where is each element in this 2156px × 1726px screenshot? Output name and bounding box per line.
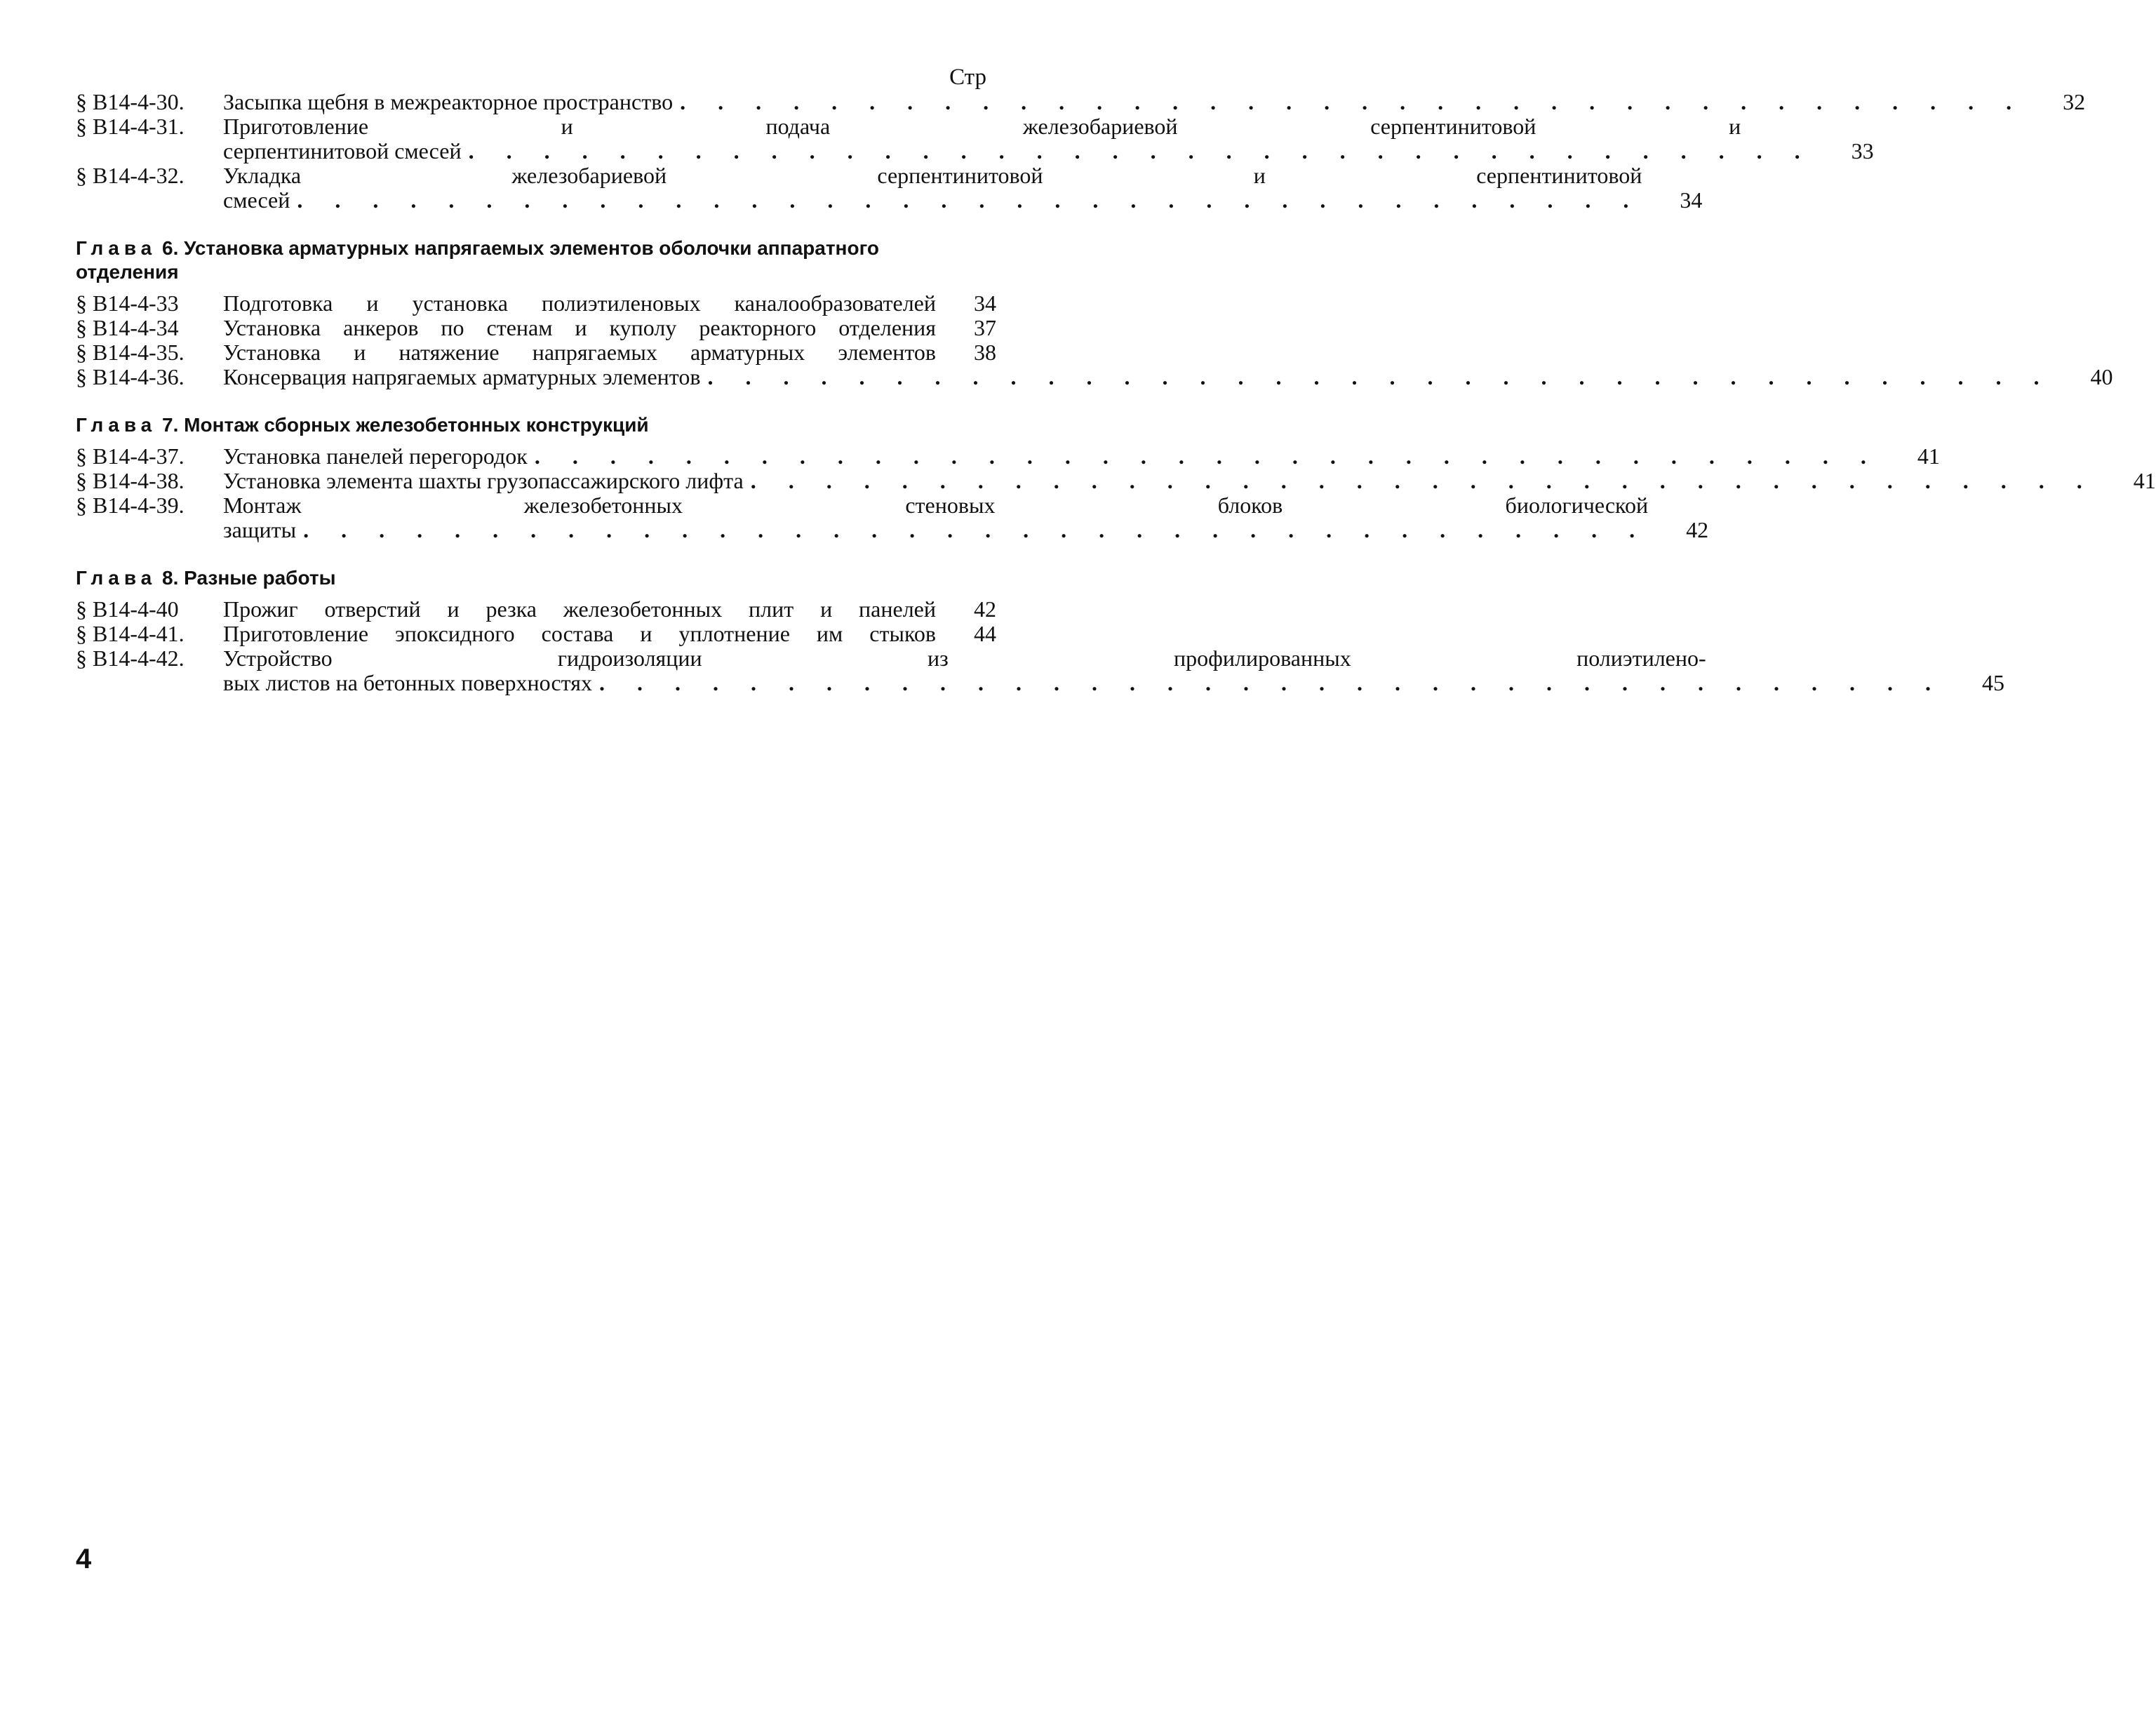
table-of-contents — [76, 65, 2156, 695]
entry-title-line — [223, 340, 996, 365]
toc-entry[interactable] — [76, 622, 996, 646]
toc-entry[interactable] — [76, 316, 996, 340]
section-number: § В14-4-40 — [76, 596, 179, 622]
section-number: § В14-4-32. — [76, 163, 185, 188]
entry-title-block — [223, 364, 2113, 389]
chapter-label: Глава — [76, 237, 157, 259]
toc-entry[interactable] — [76, 114, 1874, 163]
page-ref: 42 — [974, 596, 996, 622]
entry-title-text: серпентинитовой смесей — [223, 138, 462, 163]
entry-title-text: Консервация напрягаемых арматурных элементов — [223, 364, 701, 389]
page-ref: 45 — [1981, 670, 2004, 695]
entry-title-text: Устройство гидроизоляции из профилированных полиэтилено- — [223, 645, 1706, 671]
entry-title-text: защиты — [223, 517, 297, 542]
page-ref: 42 — [1686, 517, 1709, 542]
toc-entry[interactable] — [76, 468, 2156, 493]
entry-title-text: Засыпка щебня в межреакторное пространство — [223, 89, 674, 114]
toc-entry[interactable] — [76, 493, 1709, 542]
dot-leader: . . . . . . . . . . . . . . . . . . . . . . . . . . . . . . . . . . . . — [468, 138, 1814, 163]
page-ref: 33 — [1851, 138, 1874, 163]
entry-title-line — [223, 622, 996, 646]
section-number: § В14-4-42. — [76, 645, 185, 671]
section-number: § В14-4-39. — [76, 493, 185, 518]
entry-title-text: смесей — [223, 187, 290, 213]
chapter-heading — [76, 413, 996, 437]
chapter-title: 8. Разные работы — [162, 567, 336, 589]
entry-title-block — [223, 645, 2004, 695]
page-ref: 41 — [1917, 443, 1940, 469]
toc-entry[interactable] — [76, 597, 996, 622]
toc-entry[interactable] — [76, 443, 1940, 469]
toc-entry[interactable] — [76, 364, 2113, 389]
entry-title-block — [223, 443, 1940, 469]
entry-title-text: Приготовление и подача железобариевой серпентинитовой и — [223, 114, 1741, 139]
toc-entry[interactable] — [76, 645, 2004, 695]
entry-title-block — [223, 316, 996, 340]
section-number: § В14-4-36. — [76, 364, 185, 389]
entry-title-text: вых листов на бетонных поверхностях — [223, 670, 592, 695]
entry-title-line — [223, 443, 1940, 469]
dot-leader: . . . . . . . . . . . . . . . . . . . . . . . . . . . . . . . . . . . . — [750, 468, 2096, 493]
entry-title-line — [223, 493, 1708, 518]
entry-title-block — [223, 89, 2086, 114]
entry-title-line — [223, 597, 996, 622]
chapter-heading — [76, 236, 996, 284]
entry-title-line — [223, 138, 1874, 163]
dot-leader: . . . . . . . . . . . . . . . . . . . . . . . . . . . . . . . . . . . . — [303, 517, 1649, 542]
section-number: § В14-4-35. — [76, 340, 185, 365]
dot-leader: . . . . . . . . . . . . . . . . . . . . . . . . . . . . . . . . . . . . — [534, 443, 1880, 469]
entry-title-block — [223, 622, 996, 646]
entry-title-text: Установка анкеров по стенам и куполу реакторного отделения — [223, 315, 936, 340]
dot-leader: . . . . . . . . . . . . . . . . . . . . . . . . . . . . . . . . . . . . — [297, 187, 1642, 213]
entry-title-text: Прожиг отверстий и резка железобетонных плит и панелей — [223, 596, 936, 622]
entry-title-block — [223, 468, 2156, 493]
dot-leader: . . . . . . . . . . . . . . . . . . . . . . . . . . . . . . . . . . . . — [707, 364, 2053, 389]
chapter-heading — [76, 566, 996, 590]
toc-entry[interactable] — [76, 163, 1703, 213]
toc-entry[interactable] — [76, 291, 996, 316]
entry-title-line — [223, 163, 1702, 188]
page-ref: 37 — [974, 315, 996, 340]
section-number: § В14-4-38. — [76, 468, 185, 493]
page-ref: 34 — [974, 290, 996, 316]
entry-title-text: Подготовка и установка полиэтиленовых каналообразователей — [223, 290, 936, 316]
entry-title-text: Укладка железобариевой серпентинитовой и серпентинитовой — [223, 163, 1642, 188]
dot-leader: . . . . . . . . . . . . . . . . . . . . . . . . . . . . . . . . . . . . — [680, 89, 2026, 114]
toc-entry[interactable] — [76, 340, 996, 365]
entry-title-line — [223, 89, 2086, 114]
chapter-label: Глава — [76, 567, 157, 589]
entry-title-text: Установка элемента шахты грузопассажирского лифта — [223, 468, 744, 493]
toc-body — [76, 89, 2156, 695]
entry-title-line — [223, 670, 2004, 695]
entry-title-line — [223, 518, 1708, 542]
entry-title-text: Монтаж железобетонных стеновых блоков биологической — [223, 493, 1649, 518]
entry-title-block — [223, 340, 996, 365]
chapter-title: 6. Установка арматурных напрягаемых элементов оболочки аппаратного — [162, 237, 879, 259]
page-ref: 44 — [974, 621, 996, 646]
page-ref: 34 — [1680, 187, 1703, 213]
chapter-title-continuation: отделения — [76, 261, 179, 283]
dot-leader: . . . . . . . . . . . . . . . . . . . . . . . . . . . . . . . . . . . . — [598, 670, 1944, 695]
section-number: § В14-4-33 — [76, 290, 179, 316]
toc-entry[interactable] — [76, 89, 2086, 114]
entry-title-line — [223, 468, 2156, 493]
section-number: § В14-4-37. — [76, 443, 185, 469]
entry-title-line — [223, 646, 1767, 671]
page-ref: 41 — [2133, 468, 2156, 493]
entry-title-line — [223, 188, 1702, 213]
entry-title-text: Установка панелей перегородок — [223, 443, 528, 469]
entry-title-block — [223, 163, 1702, 213]
section-number: § В14-4-34 — [76, 315, 179, 340]
entry-title-block — [223, 291, 996, 316]
entry-title-line — [223, 316, 996, 340]
entry-title-block — [223, 493, 1708, 542]
section-number: § В14-4-31. — [76, 114, 185, 139]
entry-title-block — [223, 114, 1874, 163]
entry-title-text: Установка и натяжение напрягаемых арматурных элементов — [223, 340, 936, 365]
entry-title-line — [223, 364, 2113, 389]
page-ref: 40 — [2090, 364, 2113, 389]
chapter-label: Глава — [76, 414, 157, 436]
entry-title-text: Приготовление эпоксидного состава и уплотнение им стыков — [223, 621, 936, 646]
page-column-header: Стр — [949, 65, 986, 90]
entry-title-line — [223, 291, 996, 316]
section-number: § В14-4-30. — [76, 89, 185, 114]
page-ref: 32 — [2063, 89, 2086, 114]
entry-title-line — [223, 114, 1801, 139]
page-ref: 38 — [974, 340, 996, 365]
page-number: 4 — [76, 1544, 92, 1574]
chapter-title: 7. Монтаж сборных железобетонных конструкций — [162, 414, 649, 436]
section-number: § В14-4-41. — [76, 621, 185, 646]
entry-title-block — [223, 597, 996, 622]
